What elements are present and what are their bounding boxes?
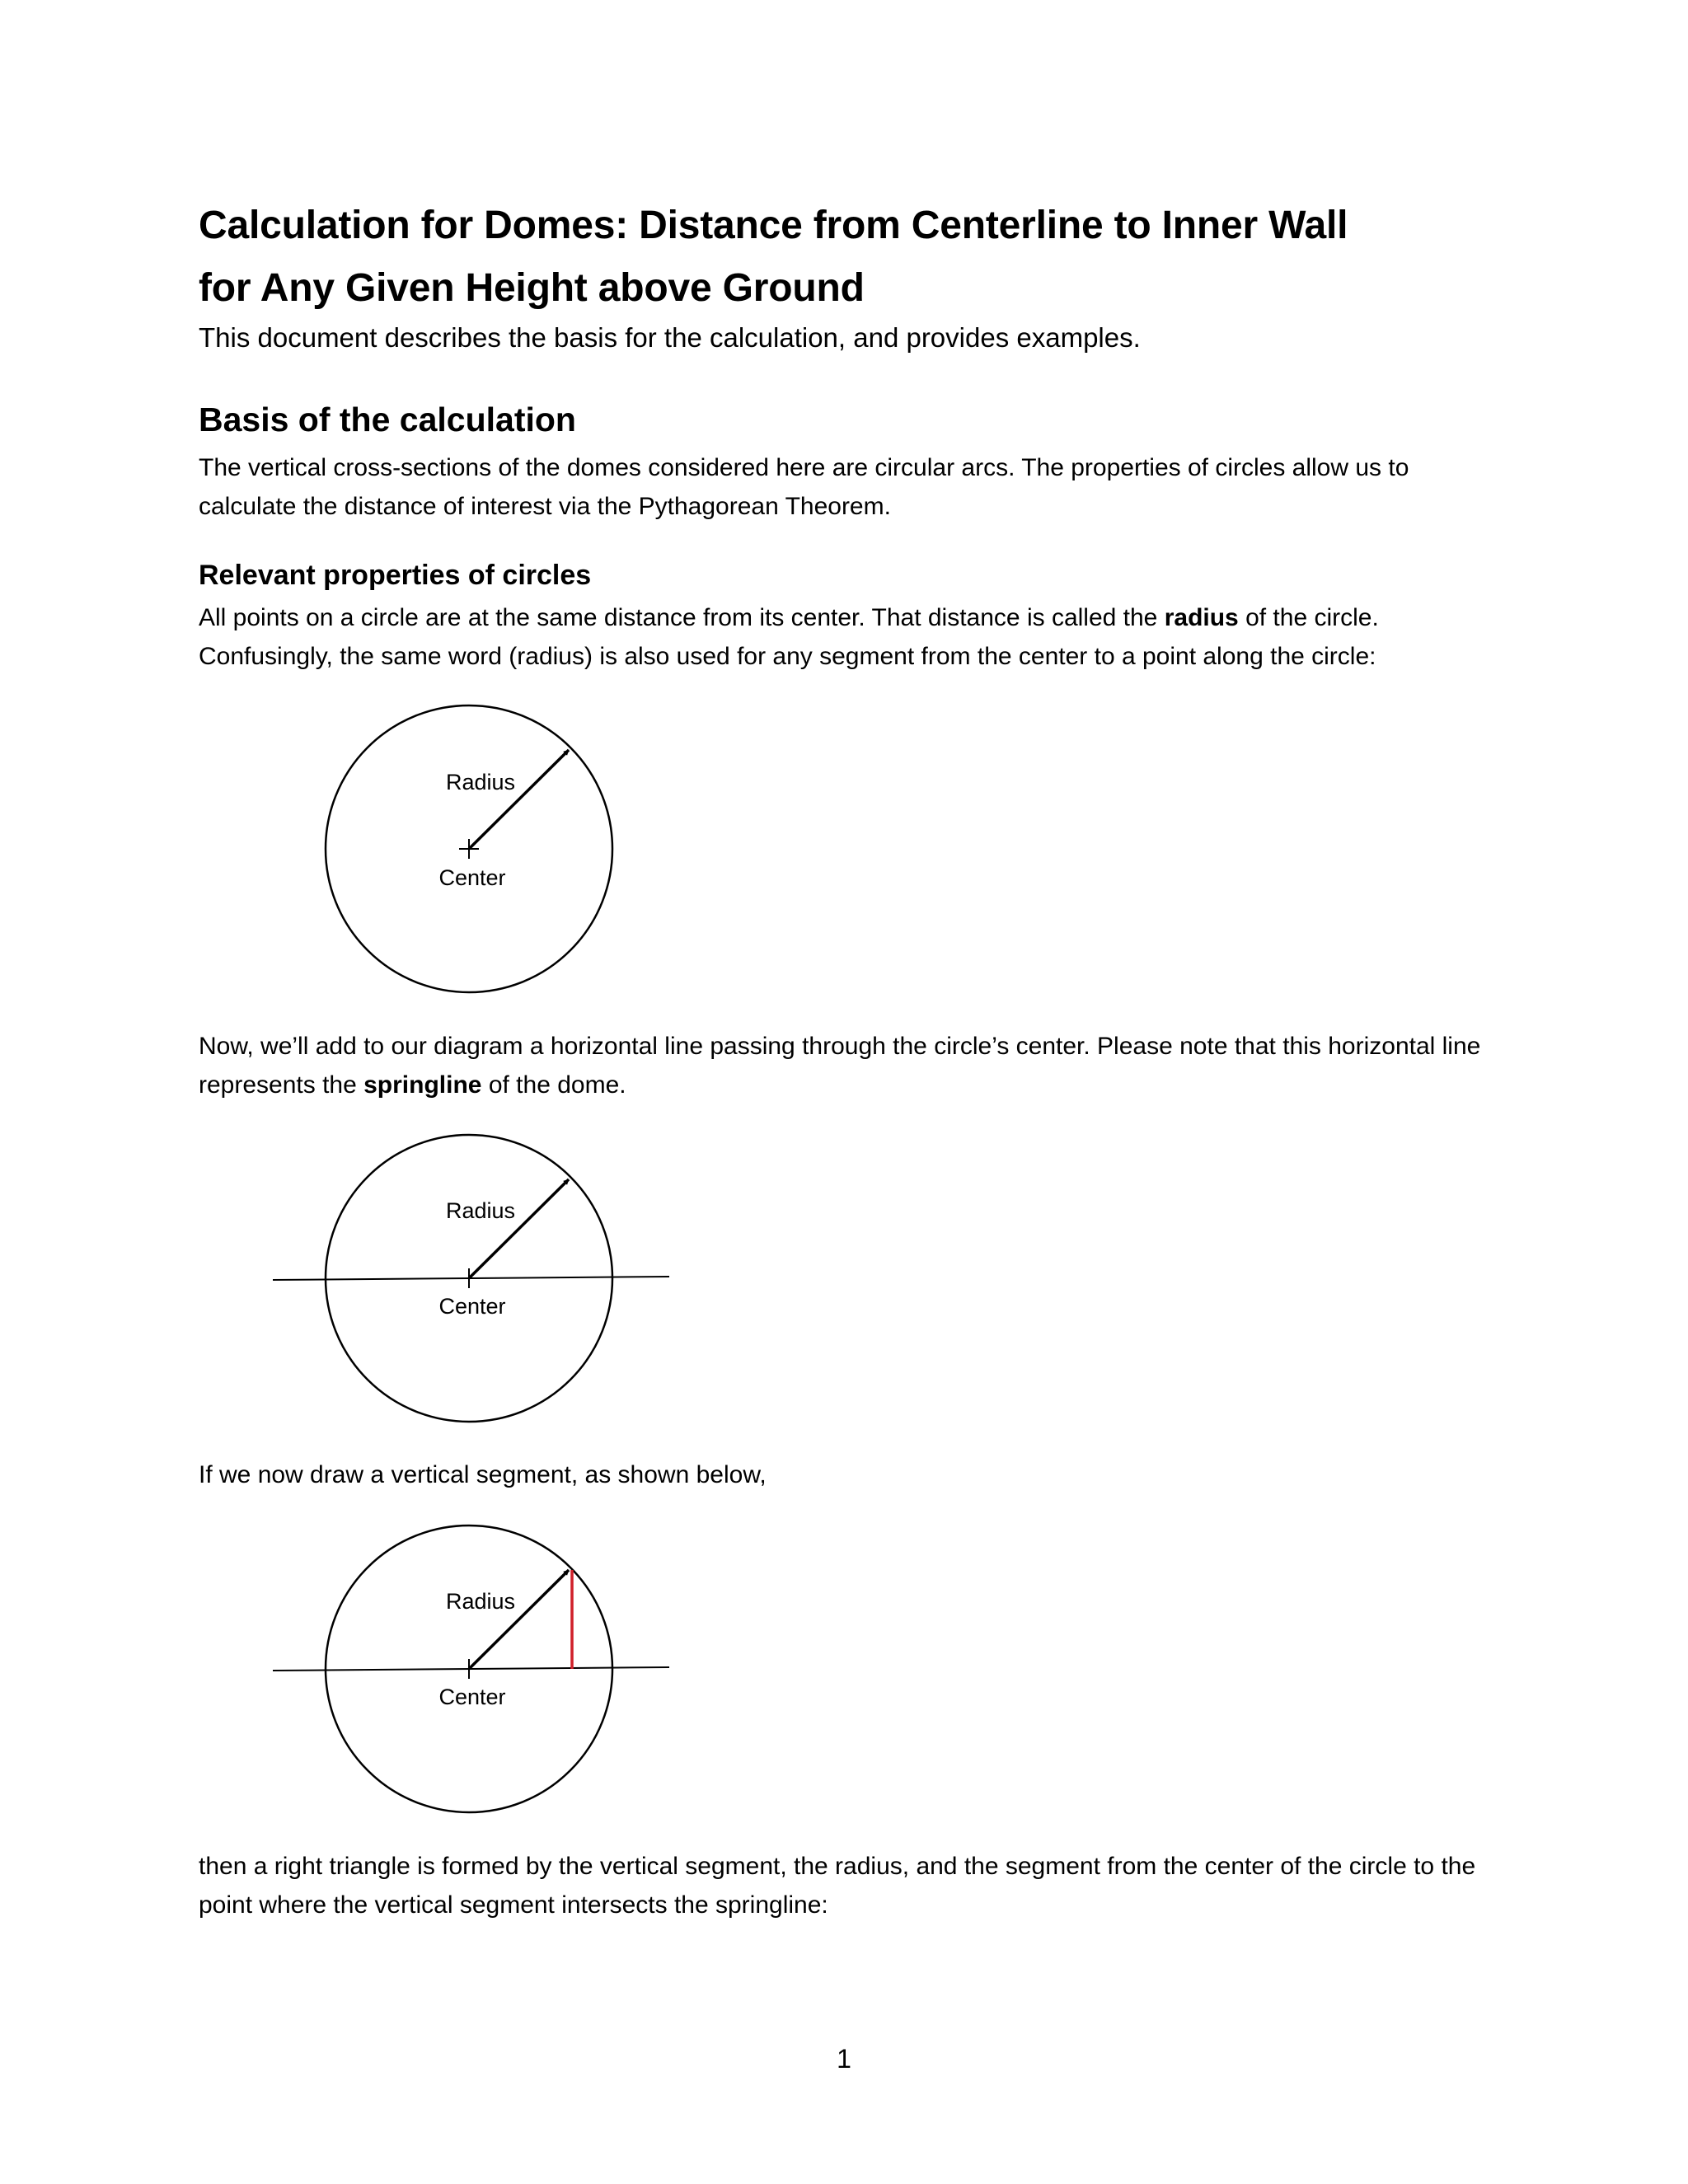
figure-springline-diagram <box>273 1135 669 1422</box>
radius-label: Radius <box>445 1589 516 1614</box>
radius-arrow <box>469 1570 569 1669</box>
springline-text-after: of the dome. <box>481 1071 626 1099</box>
radius-arrow <box>469 1179 569 1278</box>
vertical-segment-paragraph: If we now draw a vertical segment, as shown below, <box>199 1461 767 1488</box>
radius-arrow <box>469 750 569 849</box>
center-label: Center <box>438 1294 506 1319</box>
figure-radius-diagram <box>326 705 612 992</box>
title-line-2: for Any Given Height above Ground <box>199 266 865 310</box>
properties-text-before: All points on a circle are at the same distance from its center. That distance is called the <box>199 604 1165 631</box>
term-radius: radius <box>1164 604 1239 631</box>
figure-vertical-segment-diagram <box>273 1526 669 1812</box>
page-number: 1 <box>837 2044 851 2074</box>
intro-paragraph: This document describes the basis for the calculation, and provides examples. <box>199 322 1141 353</box>
title-line-1: Calculation for Domes: Distance from Centerline to Inner Wall <box>199 204 1348 247</box>
triangle-paragraph: then a right triangle is formed by the vertical segment, the radius, and the segment from the center of the circle to the point where the vertical segment intersects the springline: <box>199 1853 1476 1919</box>
radius-label: Radius <box>445 1198 516 1223</box>
radius-label: Radius <box>445 770 516 794</box>
term-springline: springline <box>363 1071 482 1099</box>
springline-text-before: Now, we’ll add to our diagram a horizontal line passing through the circle’s center. Please note that this horizontal line represents the <box>199 1033 1481 1099</box>
center-label: Center <box>438 1685 506 1709</box>
heading-properties: Relevant properties of circles <box>199 560 592 591</box>
basis-paragraph: The vertical cross-sections of the domes considered here are circular arcs. The properties of circles allow us to calculate the distance of interest via the Pythagorean Theorem. <box>199 454 1409 520</box>
center-label: Center <box>438 865 506 890</box>
properties-text-after: of the circle. Confusingly, the same word (radius) is also used for any segment from the center to a point along the circle: <box>199 604 1379 670</box>
heading-basis: Basis of the calculation <box>199 401 576 438</box>
